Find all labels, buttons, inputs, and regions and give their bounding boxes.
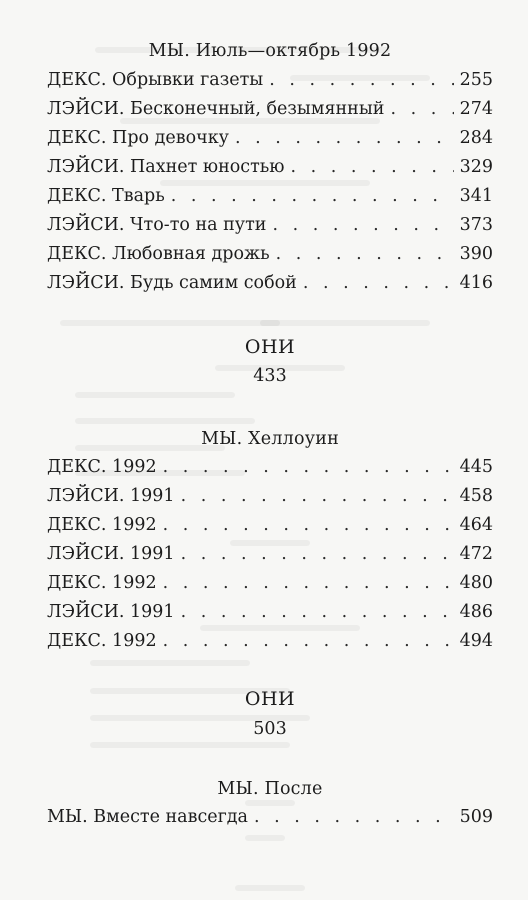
toc-entry-page: 445 — [459, 457, 493, 477]
toc-entry[interactable] — [47, 271, 493, 295]
interlude-title: ОНИ — [244, 336, 296, 358]
dot-leader — [272, 213, 453, 237]
toc-entry-page: 416 — [459, 273, 493, 293]
interlude-page: 433 — [253, 366, 287, 386]
toc-entry-page: 341 — [459, 186, 493, 206]
table-of-contents — [47, 0, 493, 900]
toc-entry[interactable] — [47, 571, 493, 595]
toc-entry-label: ЛЭЙСИ. Будь самим собой — [47, 273, 297, 293]
dot-leader — [181, 542, 454, 566]
dot-leader — [163, 513, 454, 537]
dot-leader — [235, 126, 454, 150]
toc-entry-page: 464 — [459, 515, 493, 535]
toc-entry-page: 373 — [459, 215, 493, 235]
interlude-title: ОНИ — [244, 688, 296, 710]
toc-entry-label: ЛЭЙСИ. 1991 — [47, 486, 175, 506]
dot-leader — [254, 805, 454, 829]
toc-entry-label: ДЕКС. 1992 — [47, 515, 157, 535]
dot-leader — [269, 68, 453, 92]
dot-leader — [163, 455, 454, 479]
toc-entry-page: 390 — [459, 244, 493, 264]
toc-entry[interactable] — [47, 155, 493, 179]
toc-entry[interactable] — [47, 455, 493, 479]
toc-entry-label: ЛЭЙСИ. Пахнет юностью — [47, 157, 285, 177]
toc-entry[interactable] — [47, 542, 493, 566]
dot-leader — [163, 629, 454, 653]
section-title-halloween: МЫ. Хеллоуин — [201, 429, 339, 449]
toc-entry-page: 472 — [459, 544, 493, 564]
toc-entry[interactable] — [47, 242, 493, 266]
toc-entry-label: ДЕКС. Тварь — [47, 186, 165, 206]
toc-entry[interactable] — [47, 484, 493, 508]
dot-leader — [303, 271, 454, 295]
dot-leader — [276, 242, 454, 266]
toc-entry-label: ЛЭЙСИ. 1991 — [47, 544, 175, 564]
toc-entry-page: 486 — [459, 602, 493, 622]
toc-entry-label: ДЕКС. 1992 — [47, 573, 157, 593]
toc-entry-page: 274 — [459, 99, 493, 119]
toc-entry[interactable] — [47, 213, 493, 237]
toc-entry[interactable] — [47, 513, 493, 537]
dot-leader — [171, 184, 454, 208]
toc-entry-page: 255 — [459, 70, 493, 90]
toc-entry[interactable] — [47, 805, 493, 829]
toc-entry-label: ДЕКС. 1992 — [47, 457, 157, 477]
toc-entry[interactable] — [47, 184, 493, 208]
toc-entry-page: 494 — [459, 631, 493, 651]
section-title-july-october: МЫ. Июль—октябрь 1992 — [148, 41, 392, 61]
section-title-after: МЫ. После — [217, 779, 323, 799]
toc-entry[interactable] — [47, 600, 493, 624]
toc-entry-page: 284 — [459, 128, 493, 148]
toc-entry[interactable] — [47, 97, 493, 121]
toc-entry-label: ЛЭЙСИ. 1991 — [47, 602, 175, 622]
toc-entry-label: ЛЭЙСИ. Бесконечный, безымянный — [47, 99, 385, 119]
interlude-page: 503 — [253, 719, 287, 739]
dot-leader — [291, 155, 454, 179]
toc-entry-label: ДЕКС. Про девочку — [47, 128, 229, 148]
dot-leader — [163, 571, 454, 595]
toc-entry[interactable] — [47, 126, 493, 150]
dot-leader — [181, 484, 454, 508]
dot-leader — [390, 97, 453, 121]
toc-entry-label: ЛЭЙСИ. Что-то на пути — [47, 215, 267, 235]
toc-entry-page: 329 — [459, 157, 493, 177]
toc-entry-page: 458 — [459, 486, 493, 506]
toc-entry-label: ДЕКС. Любовная дрожь — [47, 244, 270, 264]
toc-entry-page: 480 — [459, 573, 493, 593]
toc-entry[interactable] — [47, 68, 493, 92]
toc-entry-label: ДЕКС. Обрывки газеты — [47, 70, 264, 90]
toc-entry-page: 509 — [459, 807, 493, 827]
toc-entry[interactable] — [47, 629, 493, 653]
dot-leader — [181, 600, 454, 624]
toc-entry-label: МЫ. Вместе навсегда — [47, 807, 248, 827]
toc-entry-label: ДЕКС. 1992 — [47, 631, 157, 651]
